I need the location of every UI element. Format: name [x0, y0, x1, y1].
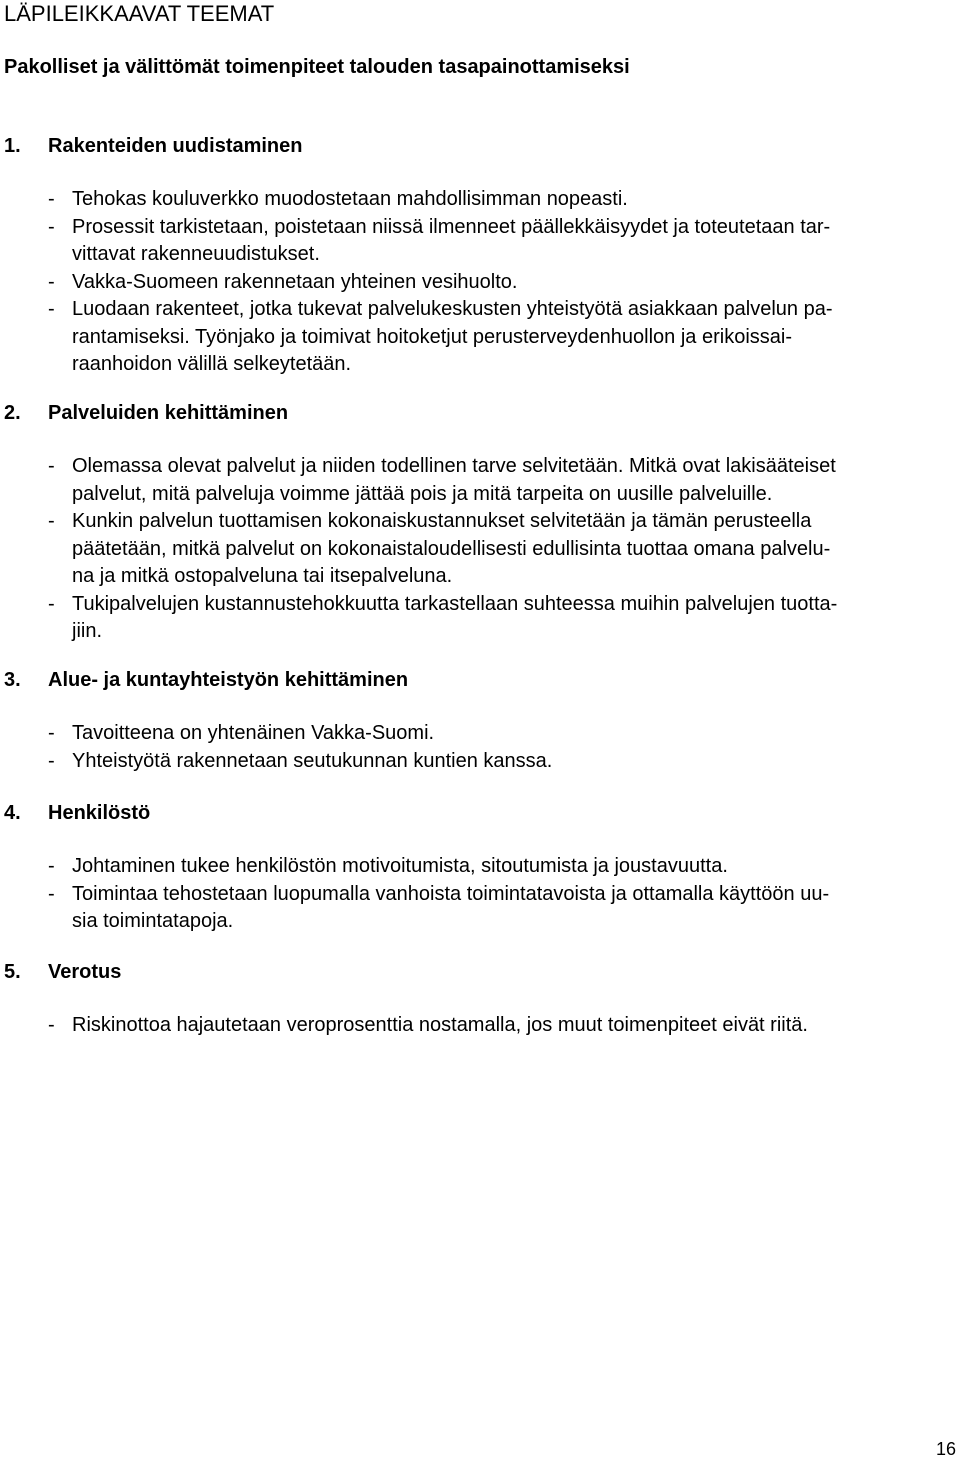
list-item-text: jiin.: [72, 620, 103, 642]
bullet-dash: -: [48, 592, 55, 615]
list-item: [0, 591, 958, 646]
list-item-text: Luodaan rakenteet, jotka tukevat palvelukeskusten yhteistyötä asiakkaan palvelun pa-: [72, 298, 833, 320]
list-item-text: Prosessit tarkistetaan, poistetaan niissä ilmenneet päällekkäisyydet ja toteutetaan tar-: [72, 215, 831, 238]
bullet-dash: -: [48, 855, 55, 877]
list-item-text: Olemassa olevat palvelut ja niiden todellinen tarve selvitetään. Mitkä ovat lakisääteiset: [72, 455, 836, 477]
section-number: 3.: [4, 669, 21, 691]
list-item: [0, 881, 958, 936]
page-subtitle: Pakolliset ja välittömät toimenpiteet talouden tasapainottamiseksi: [4, 56, 630, 78]
bullet-dash: -: [48, 188, 55, 210]
section-number: 1.: [4, 135, 21, 157]
page-number: 16: [936, 1439, 957, 1459]
section-heading-4: [4, 799, 150, 827]
list-item-text: palvelut, mitä palveluja voimme jättää pois ja mitä tarpeita on uusille palveluille.: [72, 482, 773, 505]
list-item-text: Tavoitteena on yhtenäinen Vakka-Suomi.: [72, 722, 435, 744]
page-title: LÄPILEIKKAAVAT TEEMAT: [4, 1, 275, 26]
bullet-dash: -: [48, 749, 55, 772]
bullet-dash: -: [48, 722, 55, 744]
list-item-text: Vakka-Suomeen rakennetaan yhteinen vesihuolto.: [72, 270, 518, 293]
list-item: [0, 508, 958, 591]
list-item: [0, 748, 958, 776]
section-title: Alue- ja kuntayhteistyön kehittäminen: [48, 669, 409, 691]
bullet-dash: -: [48, 455, 55, 477]
list-item-text: Yhteistyötä rakennetaan seutukunnan kuntien kanssa.: [72, 749, 553, 772]
bullet-dash: -: [48, 215, 55, 238]
section-heading-2: [4, 399, 288, 427]
bullet-dash: -: [48, 882, 55, 905]
bullet-dash: -: [48, 510, 55, 532]
list-item: [0, 453, 958, 508]
list-item-text: Riskinottoa hajautetaan veroprosenttia nostamalla, jos muut toimenpiteet eivät riitä.: [72, 1014, 808, 1036]
bullet-dash: -: [48, 1014, 55, 1036]
section-title: Palveluiden kehittäminen: [48, 402, 289, 424]
section-4-list: [0, 853, 960, 936]
list-item: [0, 186, 958, 214]
list-item: [0, 269, 958, 297]
list-item: [0, 214, 958, 269]
list-item-text: vittavat rakenneuudistukset.: [72, 243, 320, 265]
section-heading-5: [4, 958, 121, 986]
list-item: [0, 720, 958, 748]
list-item: [0, 853, 958, 881]
list-item-text: päätetään, mitkä palvelut on kokonaistaloudellisesti edullisinta tuottaa omana palvelu-: [72, 537, 831, 560]
section-title: Rakenteiden uudistaminen: [48, 135, 303, 157]
section-1-list: [0, 186, 960, 379]
list-item-text: Kunkin palvelun tuottamisen kokonaiskustannukset selvitetään ja tämän perusteella: [72, 510, 812, 532]
section-heading-1: [4, 132, 303, 160]
list-item: [0, 1012, 958, 1040]
list-item: [0, 296, 958, 379]
list-item-text: raanhoidon välillä selkeytetään.: [72, 353, 352, 375]
section-number: 2.: [4, 402, 21, 424]
bullet-dash: -: [48, 270, 55, 293]
list-item-text: Tukipalvelujen kustannustehokkuutta tarkastellaan suhteessa muihin palvelujen tuotta-: [72, 592, 838, 615]
list-item-text: sia toimintatapoja.: [72, 910, 234, 932]
section-title: Henkilöstö: [48, 802, 151, 824]
list-item-text: Tehokas kouluverkko muodostetaan mahdollisimman nopeasti.: [72, 188, 628, 210]
list-item-text: Johtaminen tukee henkilöstön motivoitumista, sitoutumista ja joustavuutta.: [72, 855, 728, 877]
section-number: 4.: [4, 802, 21, 824]
section-2-list: [0, 453, 960, 646]
section-heading-3: [4, 666, 408, 694]
list-item-text: na ja mitkä ostopalveluna tai itsepalveluna.: [72, 565, 453, 587]
section-5-list: [0, 1012, 960, 1040]
list-item-text: rantamiseksi. Työnjako ja toimivat hoitoketjut perusterveydenhuollon ja erikoissai-: [72, 325, 792, 348]
section-number: 5.: [4, 961, 21, 983]
section-title: Verotus: [48, 961, 122, 983]
bullet-dash: -: [48, 298, 55, 320]
section-3-list: [0, 720, 960, 775]
list-item-text: Toimintaa tehostetaan luopumalla vanhoista toimintatavoista ja ottamalla käyttöön uu-: [72, 882, 830, 905]
